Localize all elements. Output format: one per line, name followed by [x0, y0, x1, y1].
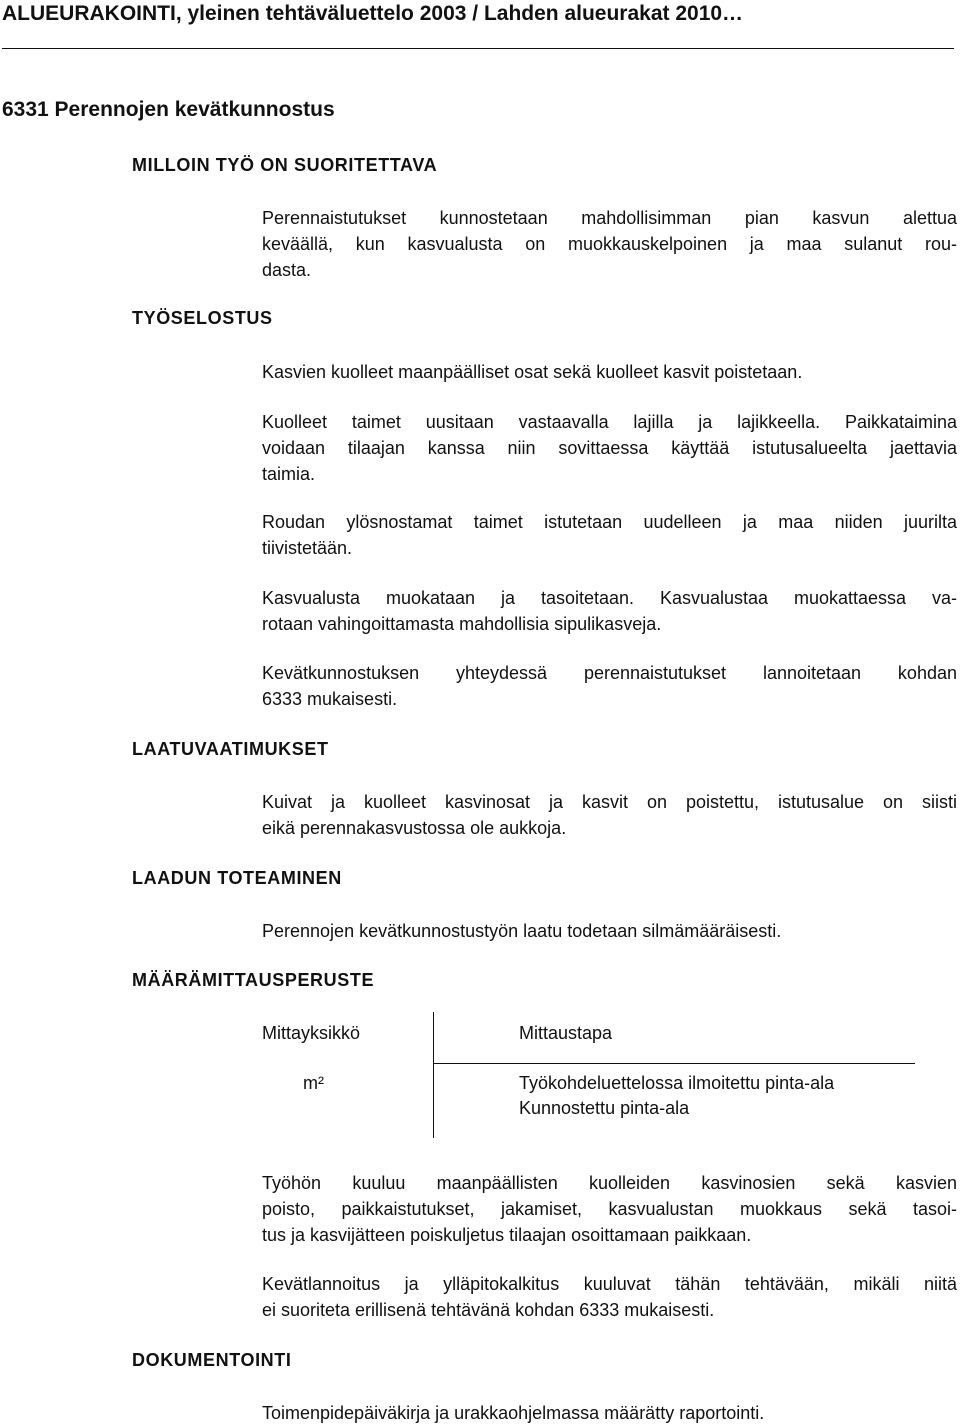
text-line: poisto, paikkaistutukset, jakamiset, kasvualustan muokkaus sekä tasoi-	[262, 1199, 957, 1219]
table-column-divider	[433, 1012, 434, 1138]
table-cell-method: Kunnostettu pinta-ala	[519, 1098, 690, 1118]
table-cell-unit: m²	[303, 1073, 324, 1093]
maaramittausperuste-paragraph-2	[262, 1271, 957, 1323]
text-line: Työhön kuuluu maanpäällisten kuolleiden kasvinosien sekä kasvien	[262, 1173, 957, 1193]
maaramittausperuste-paragraph-1	[262, 1170, 957, 1248]
text-line: tus ja kasvijätteen poiskuljetus tilaajan osoittamaan paikkaan.	[262, 1225, 752, 1245]
table-header-unit: Mittayksikkö	[262, 1023, 361, 1043]
heading-milloin: MILLOIN TYÖ ON SUORITETTAVA	[132, 155, 438, 175]
milloin-paragraph	[262, 205, 957, 283]
text-line: eikä perennakasvustossa ole aukkoja.	[262, 818, 567, 838]
text-line: Kasvien kuolleet maanpäälliset osat sekä kuolleet kasvit poistetaan.	[262, 362, 803, 382]
laadun-toteaminen-paragraph	[262, 918, 957, 944]
text-line: Kevätkunnostuksen yhteydessä perennaistutukset lannoitetaan kohdan	[262, 663, 957, 683]
text-line: rotaan vahingoittamasta mahdollisia sipulikasveja.	[262, 614, 662, 634]
text-line: 6333 mukaisesti.	[262, 689, 398, 709]
laatuvaatimukset-paragraph	[262, 789, 957, 841]
tyoselostus-paragraph-5	[262, 660, 957, 712]
table-cell-method: Työkohdeluettelossa ilmoitettu pinta-ala	[519, 1073, 835, 1093]
section-title: 6331 Perennojen kevätkunnostus	[2, 98, 335, 121]
tyoselostus-paragraph-1	[262, 359, 957, 385]
heading-laatuvaatimukset: LAATUVAATIMUKSET	[132, 739, 329, 759]
heading-maaramittausperuste: MÄÄRÄMITTAUSPERUSTE	[132, 970, 375, 990]
text-line: ei suoriteta erillisenä tehtävänä kohdan 6333 mukaisesti.	[262, 1300, 715, 1320]
heading-laadun-toteaminen: LAADUN TOTEAMINEN	[132, 868, 342, 888]
text-line: taimia.	[262, 464, 316, 484]
text-line: voidaan tilaajan kanssa niin sovittaessa käyttää istutusalueelta jaettavia	[262, 438, 957, 458]
text-line: Kuivat ja kuolleet kasvinosat ja kasvit on poistettu, istutusalue on siisti	[262, 792, 957, 812]
text-line: Perennaistutukset kunnostetaan mahdollisimman pian kasvun alettua	[262, 208, 957, 228]
tyoselostus-paragraph-2	[262, 409, 957, 487]
header-divider	[2, 48, 954, 49]
text-line: Kasvualusta muokataan ja tasoitetaan. Kasvualustaa muokattaessa va-	[262, 588, 957, 608]
text-line: Perennojen kevätkunnostustyön laatu todetaan silmämääräisesti.	[262, 921, 782, 941]
table-header-method: Mittaustapa	[519, 1023, 613, 1043]
dokumentointi-paragraph	[262, 1400, 957, 1426]
tyoselostus-paragraph-4	[262, 585, 957, 637]
table-header-divider	[433, 1063, 915, 1064]
heading-tyoselostus: TYÖSELOSTUS	[132, 308, 273, 328]
heading-dokumentointi: DOKUMENTOINTI	[132, 1350, 292, 1370]
tyoselostus-paragraph-3	[262, 509, 957, 561]
text-line: Kuolleet taimet uusitaan vastaavalla lajilla ja lajikkeella. Paikkataimina	[262, 412, 957, 432]
text-line: Kevätlannoitus ja ylläpitokalkitus kuuluvat tähän tehtävään, mikäli niitä	[262, 1274, 957, 1294]
text-line: keväällä, kun kasvualusta on muokkauskelpoinen ja maa sulanut rou-	[262, 234, 957, 254]
document-header-title: ALUEURAKOINTI, yleinen tehtäväluettelo 2003 / Lahden alueurakat 2010…	[2, 2, 744, 25]
text-line: Toimenpidepäiväkirja ja urakkaohjelmassa määrätty raportointi.	[262, 1403, 765, 1423]
text-line: dasta.	[262, 260, 312, 280]
text-line: tiivistetään.	[262, 538, 353, 558]
text-line: Roudan ylösnostamat taimet istutetaan uudelleen ja maa niiden juurilta	[262, 512, 957, 532]
